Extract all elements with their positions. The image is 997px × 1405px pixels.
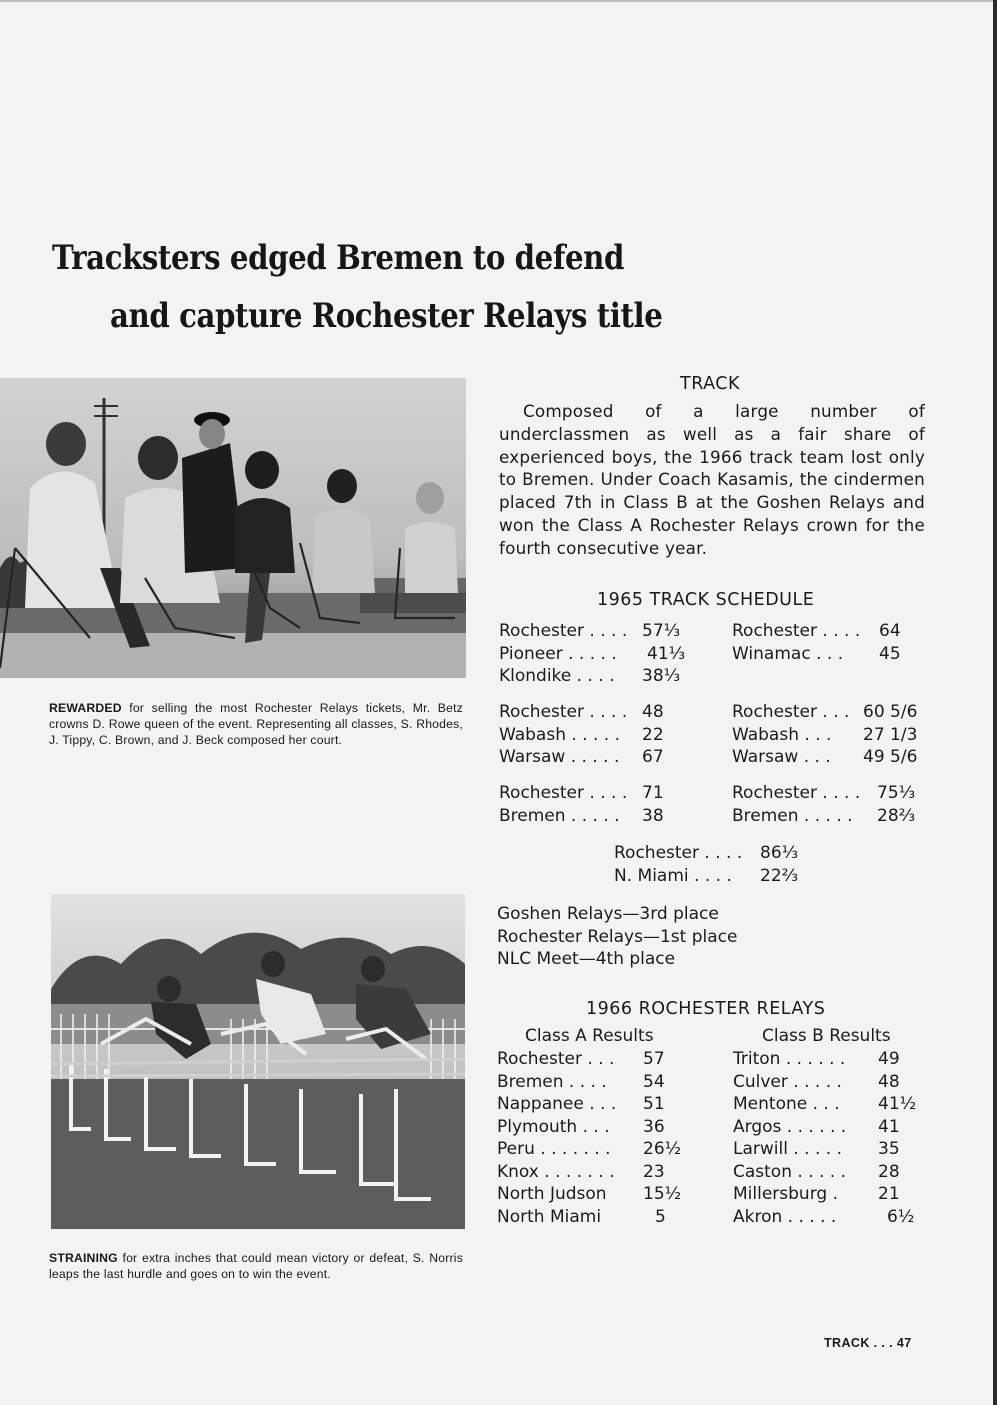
result-row: Argos . . . . . . 41 <box>733 1116 900 1137</box>
class-a-results <box>497 1048 682 1228</box>
result-row: Plymouth . . . 36 <box>497 1116 665 1137</box>
meet-block <box>732 701 918 769</box>
hurdles-photo <box>51 894 465 1229</box>
meet-block <box>732 620 901 665</box>
crowning-caption <box>49 700 463 748</box>
placings <box>497 903 737 971</box>
meet-row: N. Miami . . . . 22⅔ <box>614 865 799 886</box>
track-paragraph <box>499 400 925 560</box>
result-row: Millersburg . 21 <box>733 1184 900 1204</box>
meet-block <box>499 701 664 769</box>
result-row: Caston . . . . . 28 <box>733 1161 900 1182</box>
meet-row: Rochester . . . . 75⅓ <box>732 783 916 803</box>
top-border <box>0 0 997 2</box>
meet-row: Warsaw . . . . . 67 <box>499 747 664 767</box>
meet-row: Warsaw . . . 49 5/6 <box>732 747 918 767</box>
placing-item: Rochester Relays—1st place <box>497 926 738 947</box>
meet-row: Winamac . . . 45 <box>732 643 901 664</box>
page-footer: TRACK . . . 47 <box>824 1336 912 1350</box>
result-row: Nappanee . . . 51 <box>497 1094 665 1114</box>
meet-row: Wabash . . . . . 22 <box>499 724 664 745</box>
result-row: Mentone . . . 41½ <box>733 1094 917 1114</box>
result-row: Triton . . . . . . 49 <box>733 1049 900 1069</box>
meet-row: Rochester . . . . 57⅓ <box>499 621 681 641</box>
caption-text: for extra inches that could mean victory or defeat, S. Norris leaps the last hurdle and goes on to win the event. <box>49 1251 463 1282</box>
result-row: North Judson 15½ <box>497 1184 682 1204</box>
class-b-heading: Class B Results <box>762 1026 891 1046</box>
result-row: Peru . . . . . . . 26½ <box>497 1139 682 1159</box>
caption-lead: STRAINING <box>49 1251 118 1266</box>
meet-block <box>732 782 916 827</box>
class-a-heading: Class A Results <box>525 1026 654 1046</box>
meet-row: Rochester . . . 60 5/6 <box>732 702 918 722</box>
track-heading: TRACK <box>680 374 740 394</box>
meet-row: Rochester . . . . 48 <box>499 702 664 722</box>
meet-row: Pioneer . . . . . 41⅓ <box>499 643 686 664</box>
class-b-results <box>733 1048 917 1228</box>
schedule-heading: 1965 TRACK SCHEDULE <box>597 590 815 610</box>
meet-row: Klondike . . . . 38⅓ <box>499 666 681 686</box>
page-edge <box>993 0 997 1405</box>
meet-row: Wabash . . . 27 1/3 <box>732 724 918 745</box>
relays-heading: 1966 ROCHESTER RELAYS <box>586 999 826 1019</box>
result-row: Culver . . . . . 48 <box>733 1071 900 1092</box>
meet-block <box>614 842 799 887</box>
meet-block <box>499 620 686 688</box>
hurdles-caption <box>49 1250 463 1282</box>
meet-row: Rochester . . . . 71 <box>499 783 664 803</box>
track-body: Composed of a large number of underclassmen as well as a fair share of experienced boys, the 1966 track team lost only to Bremen. Under Coach Kasamis, the cindermen placed 7th in Class B at the Goshen Relays and won the Class A Rochester Relays crown for the fourth consecutive year. <box>499 401 925 558</box>
result-row: Knox . . . . . . . 23 <box>497 1161 665 1182</box>
headline-line-2: and capture Rochester Relays title <box>110 296 663 336</box>
meet-row: Bremen . . . . . 28⅔ <box>732 805 916 826</box>
meet-row: Rochester . . . . 86⅓ <box>614 843 799 863</box>
meet-row: Rochester . . . . 64 <box>732 621 901 641</box>
crowning-photo <box>0 378 466 678</box>
result-row: Bremen . . . . 54 <box>497 1071 665 1092</box>
result-row: Rochester . . . 57 <box>497 1049 665 1069</box>
result-row: North Miami 5 <box>497 1206 666 1227</box>
result-row: Akron . . . . . 6½ <box>733 1206 915 1227</box>
caption-lead: REWARDED <box>49 701 122 716</box>
caption-text: for selling the most Rochester Relays tickets, Mr. Betz crowns D. Rowe queen of the event. Representing all classes, S. Rhodes, J. Tippy, C. Brown, and J. Beck composed her court. <box>49 701 463 748</box>
result-row: Larwill . . . . . 35 <box>733 1139 900 1159</box>
meet-block <box>499 782 664 827</box>
placing-item: NLC Meet—4th place <box>497 949 676 970</box>
placing-item: Goshen Relays—3rd place <box>497 904 719 924</box>
meet-row: Bremen . . . . . 38 <box>499 805 664 826</box>
headline-line-1: Tracksters edged Bremen to defend <box>52 238 625 278</box>
